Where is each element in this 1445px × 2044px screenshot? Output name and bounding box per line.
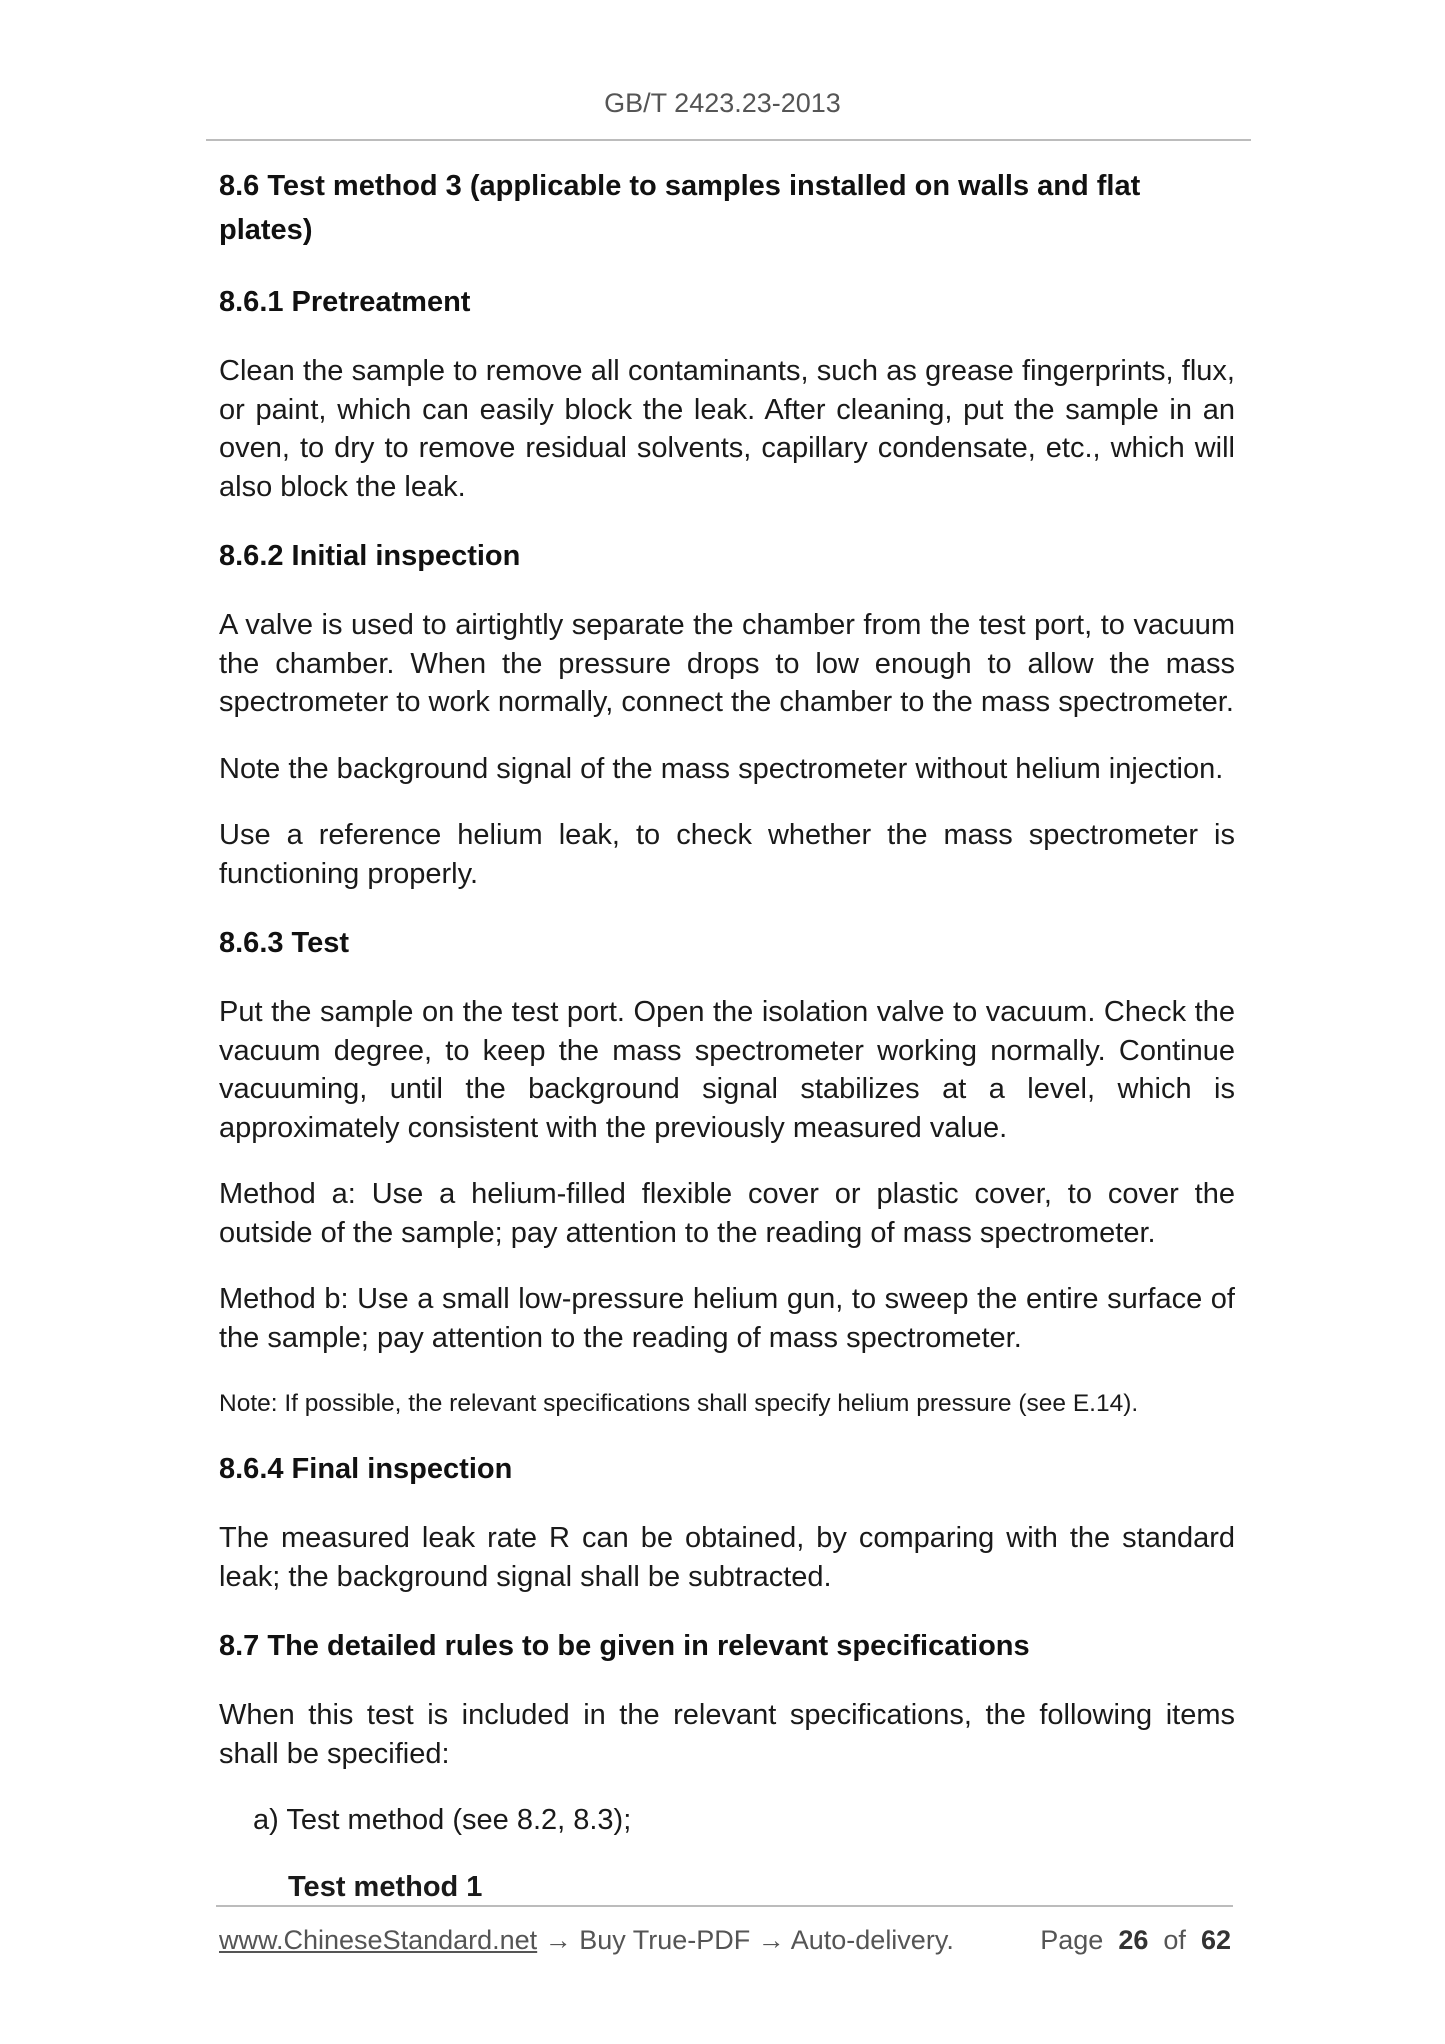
total-pages: 62: [1200, 1925, 1231, 1955]
section-8-6-2-paragraph-1: A valve is used to airtightly separate the chamber from the test port, to vacuum the chamber. When the pressure drops to low enough to allow the mass spectrometer to work normally, connect the chamber to the mass spectrometer.: [219, 609, 1235, 718]
header-divider: [206, 139, 1251, 141]
section-8-6-3-paragraph-1: Put the sample on the test port. Open the isolation valve to vacuum. Check the vacuum degree, to keep the mass spectrometer working normally. Continue vacuuming, until the background signal stabilizes at a level, which is approximately consistent with the previously measured value.: [219, 996, 1235, 1144]
section-8-7-heading: 8.7 The detailed rules to be given in relevant specifications: [219, 1630, 1030, 1662]
website-link[interactable]: www.ChineseStandard.net: [219, 1925, 538, 1955]
page-label: Page: [1040, 1925, 1104, 1955]
of-label: of: [1163, 1925, 1186, 1955]
section-8-6-3-heading: 8.6.3 Test: [219, 927, 350, 959]
section-8-6-3-method-a: Method a: Use a helium-filled flexible cover or plastic cover, to cover the outside of the sample; pay attention to the reading of mass spectrometer.: [219, 1178, 1235, 1249]
list-item-a: a) Test method (see 8.2, 8.3);: [253, 1804, 632, 1836]
section-8-7-paragraph: When this test is included in the relevant specifications, the following items shall be specified:: [219, 1699, 1235, 1770]
current-page-number: 26: [1118, 1925, 1149, 1955]
footer-promo: [219, 1920, 954, 1960]
section-8-6-2-paragraph-2: Note the background signal of the mass spectrometer without helium injection.: [219, 752, 1224, 785]
section-8-6-2-paragraph-3: Use a reference helium leak, to check whether the mass spectrometer is functioning properly.: [219, 819, 1235, 890]
section-8-6-1-paragraph: Clean the sample to remove all contaminants, such as grease fingerprints, flux, or paint, which can easily block the leak. After cleaning, put the sample in an oven, to dry to remove residual solvents, capillary condensate, etc., which will also block the leak.: [219, 355, 1235, 503]
page-indicator: [1040, 1920, 1231, 1960]
document-code: GB/T 2423.23-2013: [604, 88, 841, 118]
footer-tagline: → Buy True-PDF → Auto-delivery.: [537, 1925, 954, 1955]
section-8-6-3-note: Note: If possible, the relevant specifications shall specify helium pressure (see E.14).: [219, 1390, 1139, 1417]
section-8-6-4-paragraph: The measured leak rate R can be obtained, by comparing with the standard leak; the background signal shall be subtracted.: [219, 1522, 1235, 1593]
section-8-6-1-heading: 8.6.1 Pretreatment: [219, 286, 471, 318]
section-8-6-4-heading: 8.6.4 Final inspection: [219, 1453, 513, 1485]
section-8-6-2-heading: 8.6.2 Initial inspection: [219, 540, 521, 572]
footer-divider: [216, 1905, 1233, 1907]
section-8-6-heading: 8.6 Test method 3 (applicable to samples installed on walls and flat plates): [219, 170, 1141, 246]
section-8-6-3-method-b: Method b: Use a small low-pressure helium gun, to sweep the entire surface of the sample; pay attention to the reading of mass spectrometer.: [219, 1283, 1235, 1354]
document-header: [0, 88, 1445, 119]
page-content: [219, 164, 1235, 1906]
test-method-1-subheading: Test method 1: [288, 1870, 483, 1903]
